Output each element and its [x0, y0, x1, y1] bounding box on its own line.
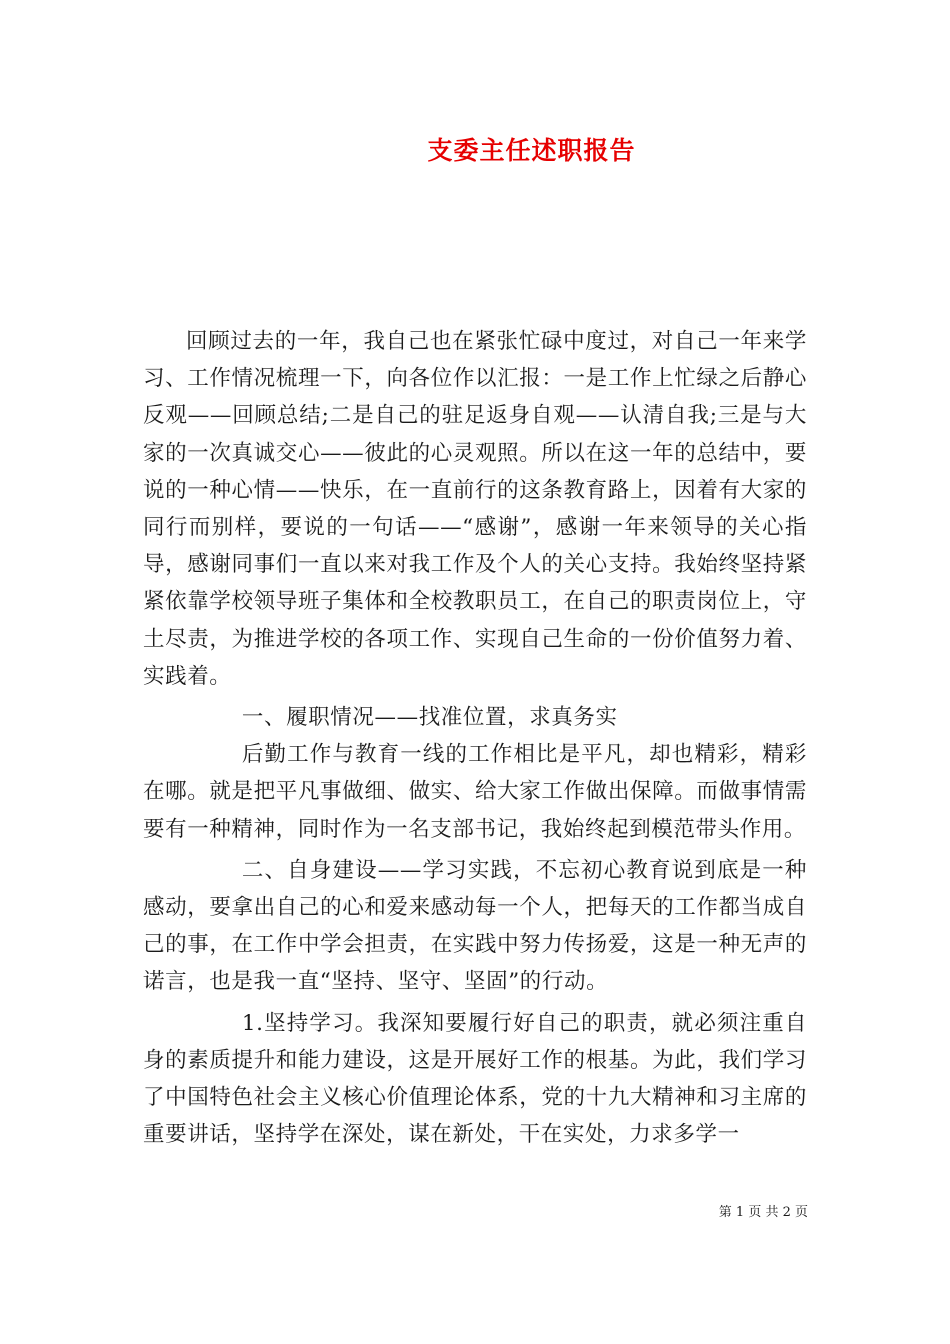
- document-body: [143, 323, 807, 1153]
- document-title: 支委主任述职报告: [427, 136, 636, 165]
- page-footer: [0, 1204, 808, 1222]
- paragraph-intro: 回顾过去的一年，我自己也在紧张忙碌中度过，对自己一年来学习、工作情况梳理一下，向各位作以汇报：一是工作上忙绿之后静心反观——回顾总结;二是自己的驻足返身自观——认清自我;三是与大家的一次真诚交心——彼此的心灵观照。所以在这一年的总结中，要说的一种心情——快乐，在一直前行的这条教育路上，因着有大家的同行而别样，要说的一句话——“感谢”，感谢一年来领导的关心指导，感谢同事们一直以来对我工作及个人的关心支持。我始终坚持紧紧依靠学校领导班子集体和全校教职员工，在自己的职责岗位上，守土尽责，为推进学校的各项工作、实现自己生命的一份价值努力着、实践着。: [143, 329, 807, 689]
- paragraph-section-1: 后勤工作与教育一线的工作相比是平凡，却也精彩，精彩在哪。就是把平凡事做细、做实、给大家工作做出保障。而做事情需要有一种精神，同时作为一名支部书记，我始终起到模范带头作用。: [143, 742, 807, 842]
- page-number: 第 1 页 共 2 页: [718, 1205, 808, 1220]
- paragraph-item-1: 1.坚持学习。我深知要履行好自己的职责，就必须注重自身的素质提升和能力建设，这是开展好工作的根基。为此，我们学习了中国特色社会主义核心价值理论体系，党的十九大精神和习主席的重要讲话，坚持学在深处，谋在新处，干在实处，力求多学一: [143, 1010, 807, 1148]
- section-heading-1: 一、履职情况——找准位置，求真务实: [241, 705, 618, 731]
- paragraph-section-2: 二、自身建设——学习实践，不忘初心教育说到底是一种感动，要拿出自己的心和爱来感动每一个人，把每天的工作都当成自己的事，在工作中学会担责，在实践中努力传扬爱，这是一种无声的诺言，也是我一直“坚持、坚守、坚固”的行动。: [143, 857, 807, 995]
